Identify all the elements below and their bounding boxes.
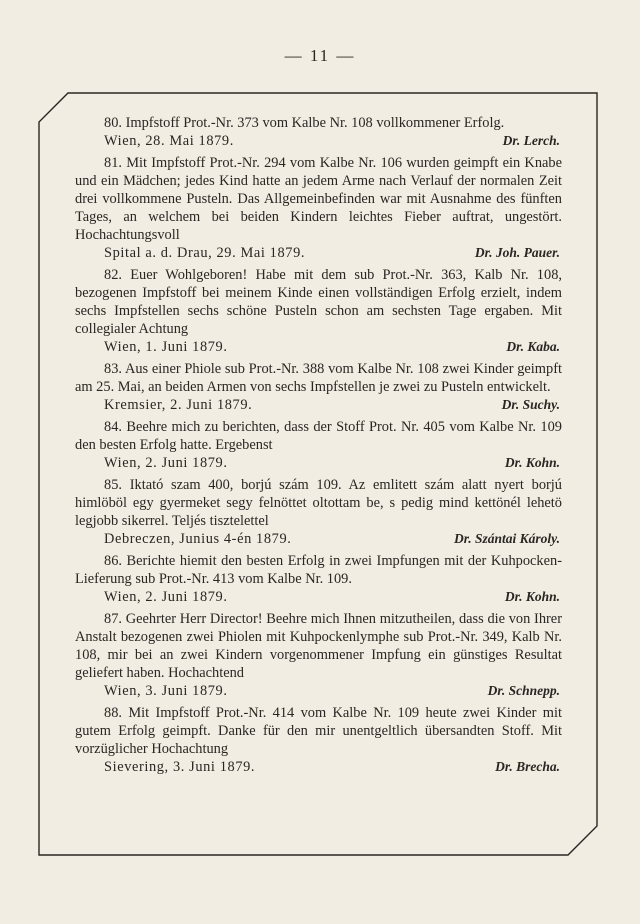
place-date: Wien, 1. Juni 1879. [104,339,228,355]
entry-number: 83. [104,361,122,377]
letter-text [75,266,562,338]
letter-text [75,610,562,682]
signature-line [75,396,562,414]
place-date: Wien, 2. Juni 1879. [104,589,228,605]
entry-number: 86. [104,553,122,569]
place-date: Wien, 2. Juni 1879. [104,455,228,471]
letter-entry [75,418,562,472]
entry-number: 80. [104,115,122,131]
letter-text [75,114,562,132]
entry-body: Euer Wohlgeboren! Habe mit dem sub Prot.-Nr. 363, Kalb Nr. 108, bezogenen Impfstoff bei meinem Kinde einen vollständigen Erfolg erzielt, indem sechs Impfstellen sechs schöne Pusteln schon am sechsten Tage ergaben. Mit collegialer Achtung [75,267,562,337]
signer: Dr. Joh. Pauer. [474,245,560,260]
entry-body: Berichte hiemit den besten Erfolg in zwei Impfungen mit der Kuhpocken-Lieferung sub Prot.-Nr. 413 vom Kalbe Nr. 109. [75,553,562,587]
signature-line [75,338,562,356]
signature-line [75,454,562,472]
signer: Dr. Lerch. [502,133,560,148]
entry-number: 81. [104,155,122,171]
entry-number: 85. [104,477,122,493]
entry-number: 88. [104,705,122,721]
signature-line [75,758,562,776]
signature-line [75,132,562,150]
letter-entry [75,704,562,776]
signer: Dr. Kaba. [506,339,560,354]
signer: Dr. Kohn. [504,455,560,470]
entry-body: Mit Impfstoff Prot.-Nr. 414 vom Kalbe Nr. 109 heute zwei Kinder mit gutem Erfolg geimpft. Danke für den mir unentgeltlich übersandten Stoff. Mit vorzüglicher Hochachtung [75,705,562,757]
letters-list [75,114,562,780]
signer: Dr. Schnepp. [487,683,560,698]
entry-body: Impfstoff Prot.-Nr. 373 vom Kalbe Nr. 108 vollkommener Erfolg. [125,115,505,131]
entry-number: 84. [104,419,122,435]
letter-entry [75,552,562,606]
signature-line [75,244,562,262]
entry-body: Aus einer Phiole sub Prot.-Nr. 388 vom Kalbe Nr. 108 zwei Kinder geimpft am 25. Mai, an beiden Armen von sechs Impfstellen je zwei zu Pusteln entwickelt. [75,361,562,395]
entry-body: Mit Impfstoff Prot.-Nr. 294 vom Kalbe Nr. 106 wurden geimpft ein Knabe und ein Mädchen; jedes Kind hatte an jedem Arme nach Verlauf der normalen Zeit drei vollkommene Pusteln. Das Allgemeinbefinden war mit Ausnahme des fünften Tages, an welchem bei beiden Kindern leichtes Fieber auftrat, ungestört. Hochachtungsvoll [75,155,562,243]
letter-text [75,360,562,396]
signer: Dr. Kohn. [504,589,560,604]
letter-entry [75,610,562,700]
letter-entry [75,360,562,414]
place-date: Spital a. d. Drau, 29. Mai 1879. [104,245,306,261]
letter-text [75,704,562,758]
place-date: Kremsier, 2. Juni 1879. [104,397,253,413]
entry-number: 87. [104,611,122,627]
entry-number: 82. [104,267,122,283]
letter-text [75,552,562,588]
letter-text [75,418,562,454]
letter-text [75,154,562,244]
letter-entry [75,154,562,262]
entry-body: Geehrter Herr Director! Beehre mich Ihnen mitzutheilen, dass die von Ihrer Anstalt bezogenen zwei Phiolen mit Kuhpockenlymphe sub Prot.-Nr. 349, Kalb Nr. 108, mir bei an zwei Kindern vorgenommener Impfung ein günstiges Resultat geliefert haben. Hochachtend [75,611,562,681]
entry-body: Beehre mich zu berichten, dass der Stoff Prot. Nr. 405 vom Kalbe Nr. 109 den besten Erfolg hatte. Ergebenst [75,419,562,453]
letter-text [75,476,562,530]
place-date: Wien, 3. Juni 1879. [104,683,228,699]
signer: Dr. Brecha. [495,759,560,774]
letter-entry [75,266,562,356]
page-number: — 11 — [284,46,356,65]
signer: Dr. Suchy. [501,397,560,412]
place-date: Sievering, 3. Juni 1879. [104,759,256,775]
entry-body: Iktató szam 400, borjú szám 109. Az emlitett szám alatt nyert borjú himlöböl egy gyermeket segy felnöttet oltottam be, s pedig mind kettönél lehetö legjobb sikerrel. Teljés tisztelettel [75,477,562,529]
signer: Dr. Szántai Károly. [453,531,560,546]
signature-line [75,530,562,548]
letter-entry [75,476,562,548]
signature-line [75,588,562,606]
letter-entry [75,114,562,150]
place-date: Wien, 28. Mai 1879. [104,133,234,149]
signature-line [75,682,562,700]
place-date: Debreczen, Junius 4-én 1879. [104,531,292,547]
